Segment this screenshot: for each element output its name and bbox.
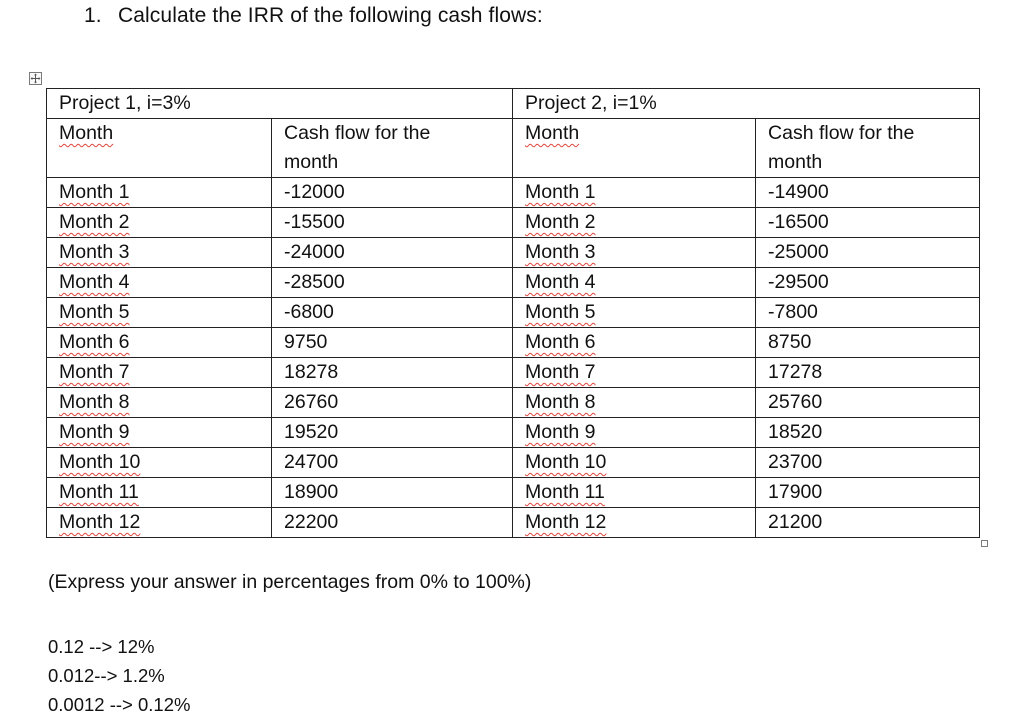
question-text: Calculate the IRR of the following cash flows: [118,4,543,27]
project2-cash-header-line2: month [768,151,823,173]
project1-cash-cell[interactable] [272,418,513,448]
project2-month-cell-text: Month 1 [525,181,596,203]
project2-month-cell[interactable] [513,178,756,208]
table-row [47,238,980,268]
project1-month-cell[interactable] [47,238,272,268]
project2-cash-cell[interactable] [756,478,980,508]
project2-title: Project 2, i=1% [525,92,657,114]
table-row [47,478,980,508]
project1-month-header[interactable] [47,119,272,178]
project2-cash-cell[interactable] [756,178,980,208]
project2-cash-cell-text: -7800 [768,301,818,323]
project2-cash-cell-text: 18520 [768,421,823,443]
project1-month-cell-text: Month 5 [59,301,130,323]
project2-cash-cell-text: -16500 [768,211,829,233]
project1-cash-cell-text: 18278 [284,361,339,383]
project1-cash-header[interactable] [272,119,513,178]
project1-month-cell[interactable] [47,298,272,328]
project2-month-cell-text: Month 2 [525,211,596,233]
project1-month-cell[interactable] [47,178,272,208]
project-title-row [47,89,980,119]
table-row [47,268,980,298]
project2-cash-cell-text: 8750 [768,331,812,353]
project1-month-cell[interactable] [47,418,272,448]
cash-flow-table [46,88,980,538]
table-resize-handle-icon[interactable] [981,540,988,547]
project2-month-cell[interactable] [513,448,756,478]
project1-month-cell-text: Month 11 [59,481,139,503]
project2-month-header-label: Month [525,122,580,144]
project2-month-cell-text: Month 6 [525,331,596,353]
project2-cash-header[interactable] [756,119,980,178]
project1-cash-cell[interactable] [272,178,513,208]
table-move-handle-icon[interactable] [29,72,42,85]
project2-month-cell[interactable] [513,208,756,238]
project1-cash-cell-text: 26760 [284,391,339,413]
project2-month-cell-text: Month 8 [525,391,596,413]
project2-month-cell[interactable] [513,508,756,538]
example-line: 0.012--> 1.2% [48,665,165,686]
project2-cash-cell[interactable] [756,208,980,238]
project1-cash-cell-text: -6800 [284,301,334,323]
question-heading [84,4,543,28]
project1-month-cell-text: Month 10 [59,451,141,473]
project1-cash-cell-text: 18900 [284,481,339,503]
project2-month-cell-text: Month 7 [525,361,596,383]
project2-cash-cell[interactable] [756,358,980,388]
conversion-examples [48,632,190,719]
project1-cash-header-line2: month [284,151,339,173]
project1-month-cell[interactable] [47,268,272,298]
example-line: 0.12 --> 12% [48,636,155,657]
project2-cash-cell-text: 23700 [768,451,823,473]
question-number: 1. [84,4,102,27]
project1-month-cell-text: Month 7 [59,361,130,383]
project2-month-cell[interactable] [513,418,756,448]
project2-month-cell[interactable] [513,388,756,418]
project1-month-cell-text: Month 6 [59,331,130,353]
project2-cash-cell[interactable] [756,508,980,538]
project1-month-cell-text: Month 3 [59,241,130,263]
project1-month-cell[interactable] [47,448,272,478]
project1-cash-cell-text: 24700 [284,451,339,473]
project1-month-cell-text: Month 8 [59,391,130,413]
project1-month-header-label: Month [59,122,114,144]
table-row [47,418,980,448]
project2-cash-cell-text: 25760 [768,391,823,413]
project2-cash-header-line1: Cash flow for the [768,122,915,144]
project1-cash-header-line1: Cash flow for the [284,122,431,144]
project1-cash-cell[interactable] [272,238,513,268]
project2-cash-cell-text: 17278 [768,361,823,383]
cash-flow-table-body [47,89,980,538]
project1-cash-cell-text: -24000 [284,241,345,263]
project2-month-cell-text: Month 10 [525,451,607,473]
project2-cash-cell-text: -14900 [768,181,829,203]
project2-cash-cell[interactable] [756,388,980,418]
project2-cash-cell-text: -29500 [768,271,829,293]
project1-cash-cell[interactable] [272,328,513,358]
project1-title-cell[interactable] [47,89,513,119]
project2-month-cell[interactable] [513,238,756,268]
column-header-row [47,119,980,178]
project1-month-cell-text: Month 9 [59,421,130,443]
table-row [47,298,980,328]
project1-cash-cell[interactable] [272,508,513,538]
project1-cash-cell[interactable] [272,388,513,418]
project2-month-cell-text: Month 12 [525,511,607,533]
project1-cash-cell[interactable] [272,298,513,328]
project1-cash-cell-text: 19520 [284,421,339,443]
project1-title: Project 1, i=3% [59,92,191,114]
project1-cash-cell[interactable] [272,268,513,298]
table-row [47,358,980,388]
project1-cash-cell-text: -12000 [284,181,345,203]
project1-cash-cell[interactable] [272,448,513,478]
table-row [47,448,980,478]
project2-month-cell[interactable] [513,478,756,508]
project1-cash-cell-text: 9750 [284,331,328,353]
project1-month-cell[interactable] [47,328,272,358]
project1-month-cell[interactable] [47,358,272,388]
project2-month-cell[interactable] [513,328,756,358]
answer-format-note: (Express your answer in percentages from 0% to 100%) [48,571,532,593]
project2-cash-cell[interactable] [756,238,980,268]
project1-month-cell[interactable] [47,508,272,538]
project2-cash-cell-text: -25000 [768,241,829,263]
table-row [47,328,980,358]
project1-month-cell[interactable] [47,208,272,238]
project2-cash-cell-text: 21200 [768,511,823,533]
project2-month-cell[interactable] [513,358,756,388]
table-row [47,388,980,418]
project1-month-cell-text: Month 12 [59,511,141,533]
project1-month-cell[interactable] [47,478,272,508]
project1-cash-cell-text: -28500 [284,271,345,293]
project2-cash-cell[interactable] [756,448,980,478]
project1-cash-cell-text: -15500 [284,211,345,233]
project1-cash-cell[interactable] [272,358,513,388]
table-row [47,178,980,208]
project1-month-cell-text: Month 1 [59,181,130,203]
project1-cash-cell[interactable] [272,208,513,238]
project1-month-cell-text: Month 2 [59,211,130,233]
project2-month-cell-text: Month 9 [525,421,596,443]
project2-month-header[interactable] [513,119,756,178]
project2-cash-cell[interactable] [756,268,980,298]
project2-cash-cell[interactable] [756,328,980,358]
project2-month-cell-text: Month 5 [525,301,596,323]
project2-month-cell-text: Month 3 [525,241,596,263]
project2-month-cell-text: Month 4 [525,271,596,293]
project1-month-cell-text: Month 4 [59,271,130,293]
table-row [47,208,980,238]
table-row [47,508,980,538]
project2-month-cell[interactable] [513,298,756,328]
project2-month-cell[interactable] [513,268,756,298]
project2-title-cell[interactable] [513,89,980,119]
project1-cash-cell-text: 22200 [284,511,339,533]
project2-cash-cell-text: 17900 [768,481,823,503]
project1-cash-cell[interactable] [272,478,513,508]
example-line: 0.0012 --> 0.12% [48,694,191,715]
project2-cash-cell[interactable] [756,298,980,328]
project1-month-cell[interactable] [47,388,272,418]
project2-month-cell-text: Month 11 [525,481,605,503]
project2-cash-cell[interactable] [756,418,980,448]
